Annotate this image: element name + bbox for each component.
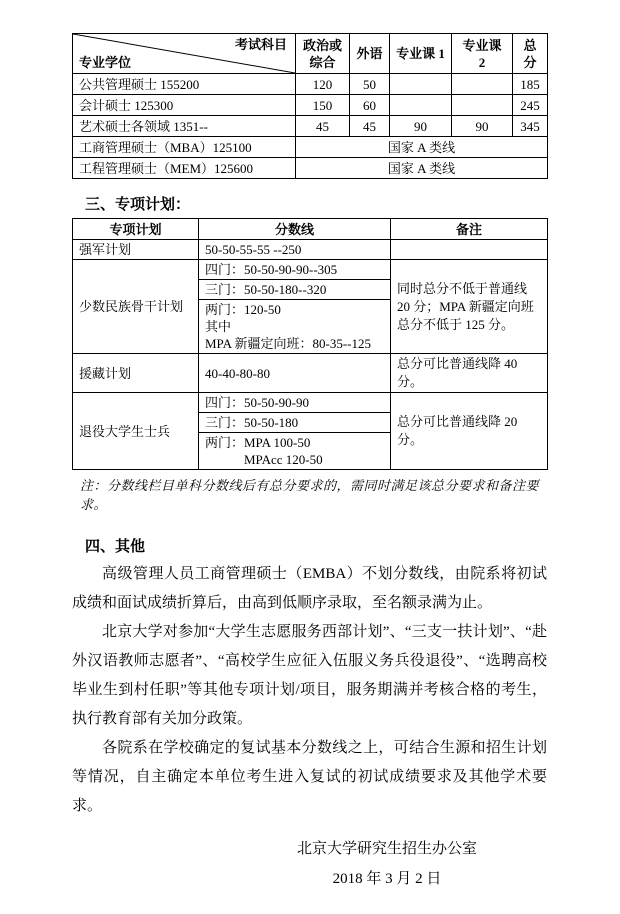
score-line-text: 40-40-80-80 xyxy=(205,365,270,381)
col-header-plan: 专项计划 xyxy=(73,219,199,240)
table-row xyxy=(73,137,548,158)
signature-date: 2018 年 3 月 2 日 xyxy=(332,871,442,887)
score-cell: 45 xyxy=(296,116,350,137)
col-header-score-line: 分数线 xyxy=(199,219,391,240)
diagonal-header-cell xyxy=(73,34,296,74)
score-line-text: 其中 xyxy=(205,319,232,334)
score-line-text: 两门：MPA 100-50 xyxy=(205,435,311,450)
plan-name-cell: 援藏计划 xyxy=(73,354,199,393)
body-paragraph: 北京大学对参加“大学生志愿服务西部计划”、“三支一扶计划”、“赴外汉语教师志愿者”、“高校学生应征入伍服义务兵役退役”、“选聘高校毕业生到村任职”等其他专项计划/项目，服务期满并考核合格的考生，执行教育部有关加分政策。 xyxy=(72,624,547,727)
score-cell: 345 xyxy=(513,116,548,137)
col-header-foreign-language: 外语 xyxy=(350,34,390,74)
signature-org: 北京大学研究生招生办公室 xyxy=(296,841,477,857)
plan-name-cell: 少数民族骨干计划 xyxy=(73,260,199,354)
score-cell: 150 xyxy=(296,95,350,116)
score-line-cell xyxy=(199,393,391,413)
score-cell: 60 xyxy=(350,95,390,116)
score-cell: 90 xyxy=(390,116,452,137)
merged-score-cell: 国家 A 类线 xyxy=(296,158,548,179)
score-line-text: 四门：50-50-90-90 xyxy=(205,395,309,410)
score-cell xyxy=(452,95,513,116)
table-row xyxy=(73,95,548,116)
col-header-politics: 政治或综合 xyxy=(296,34,350,74)
score-line-text: MPAcc 120-50 xyxy=(205,452,323,467)
section-3-heading: 三、专项计划： xyxy=(85,197,191,213)
merged-score-cell: 国家 A 类线 xyxy=(296,137,548,158)
table-header-row xyxy=(73,219,548,240)
score-line-cell xyxy=(199,413,391,433)
table-header-row xyxy=(73,34,548,74)
col-header-major-course-2: 专业课 2 xyxy=(452,34,513,74)
remark-cell: 总分可比普通线降 40 分。 xyxy=(391,354,548,393)
table-row xyxy=(73,240,548,260)
score-cell xyxy=(390,95,452,116)
table-row xyxy=(73,260,548,280)
score-line-text: 三门：50-50-180 xyxy=(205,415,299,430)
col-header-total: 总分 xyxy=(513,34,548,74)
score-line-text: 两门：120-50 xyxy=(205,302,281,317)
score-cell: 50 xyxy=(350,74,390,95)
score-cell: 120 xyxy=(296,74,350,95)
score-cell xyxy=(390,74,452,95)
remark-cell xyxy=(391,240,548,260)
score-line-cell xyxy=(199,433,391,470)
table-row xyxy=(73,74,548,95)
score-line-cell xyxy=(199,260,391,280)
degree-name-cell: 艺术硕士各领域 1351-- xyxy=(73,116,296,137)
score-cell: 45 xyxy=(350,116,390,137)
score-line-text: 50-50-55-55 --250 xyxy=(205,242,302,257)
plan-name-cell: 强军计划 xyxy=(73,240,199,260)
score-cell: 245 xyxy=(513,95,548,116)
degree-name-cell: 工程管理硕士（MEM）125600 xyxy=(73,158,296,179)
table-row xyxy=(73,116,548,137)
score-line-cell xyxy=(199,240,391,260)
plan-name-cell: 退役大学生士兵 xyxy=(73,393,199,470)
table-row xyxy=(73,393,548,413)
body-paragraph: 各院系在学校确定的复试基本分数线之上，可结合生源和招生计划等情况，自主确定本单位考生进入复试的初试成绩要求及其他学术要求。 xyxy=(72,740,547,814)
score-cell: 185 xyxy=(513,74,548,95)
remark-cell: 总分可比普通线降 20 分。 xyxy=(391,393,548,470)
table-note: 注：分数线栏目单科分数线后有总分要求的，需同时满足该总分要求和备注要求。 xyxy=(80,478,540,512)
signature-block xyxy=(297,834,477,894)
table-row xyxy=(73,158,548,179)
degree-name-cell: 工商管理硕士（MBA）125100 xyxy=(73,137,296,158)
score-line-text: 三门：50-50-180--320 xyxy=(205,282,327,297)
score-cell: 90 xyxy=(452,116,513,137)
col-header-major-course-1: 专业课 1 xyxy=(390,34,452,74)
score-line-text: MPA 新疆定向班：80-35--125 xyxy=(205,336,372,351)
score-cell xyxy=(452,74,513,95)
remark-cell: 同时总分不低于普通线 20 分；MPA 新疆定向班总分不低于 125 分。 xyxy=(391,260,548,354)
degree-name-cell: 会计硕士 125300 xyxy=(73,95,296,116)
table-row xyxy=(73,354,548,393)
section-4-heading: 四、其他 xyxy=(85,539,146,555)
score-line-cell xyxy=(199,300,391,354)
special-plan-table xyxy=(72,218,548,470)
header-exam-subjects: 考试科目 xyxy=(234,37,287,52)
score-line-cell xyxy=(199,280,391,300)
body-paragraph: 高级管理人员工商管理硕士（EMBA）不划分数线，由院系将初试成绩和面试成绩折算后，由高到低顺序录取，至名额录满为止。 xyxy=(72,566,547,611)
col-header-remark: 备注 xyxy=(391,219,548,240)
score-line-cell xyxy=(199,354,391,393)
header-degree-type: 专业学位 xyxy=(79,55,132,70)
section-4-body xyxy=(72,560,547,821)
degree-name-cell: 公共管理硕士 155200 xyxy=(73,74,296,95)
degree-score-table xyxy=(72,33,548,179)
score-line-text: 四门：50-50-90-90--305 xyxy=(205,262,338,277)
